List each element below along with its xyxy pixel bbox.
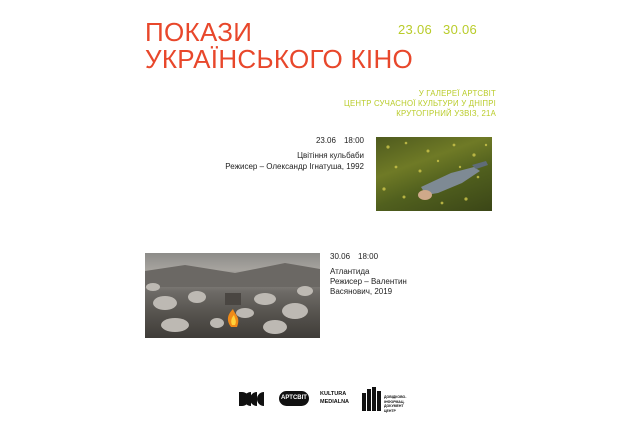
dokumenty-line-3: ДОКУМЕНТ <box>384 404 404 408</box>
venue-line-2: ЦЕНТР СУЧАСНОЇ КУЛЬТУРИ У ДНІПРІ <box>344 99 496 108</box>
screening-2-credit-line-2: Васянович, 2019 <box>330 287 393 296</box>
film-still-atlantis <box>145 253 320 338</box>
screening-1-info <box>180 151 364 172</box>
screening-2-time: 18:00 <box>358 252 379 261</box>
screening-1-credit: Режисер – Олександр Ігнатуша, 1992 <box>225 161 364 171</box>
dokumenty-line-2: ІНФОРМАЦ. <box>384 399 405 404</box>
date-1: 23.06 <box>398 22 433 37</box>
screening-1-time: 18:00 <box>343 136 364 145</box>
date-2: 30.06 <box>443 22 478 37</box>
poster-title <box>145 19 413 73</box>
event-dates <box>398 22 477 37</box>
kultura-line-1: KULTURA <box>320 391 347 397</box>
film-still-dandelion-art <box>376 137 492 211</box>
screening-1-film: Цвітіння кульбаби <box>297 151 364 160</box>
film-still-atlantis-art <box>145 253 320 338</box>
title-line-1: ПОКАЗИ <box>145 17 253 47</box>
screening-1-date: 23.06 <box>315 136 336 145</box>
screening-2-datetime <box>330 252 378 261</box>
dokumenty-line-4: ЦЕНТР <box>384 408 396 413</box>
screening-2-info <box>330 267 440 297</box>
partner-logos <box>0 383 640 415</box>
artsvit-logo: АРТСВІТ <box>279 391 309 406</box>
dokumenty-line-1: ДОВІДКОВО- <box>384 395 407 399</box>
dsss-logo <box>239 392 265 406</box>
kultura-line-2: MEDIALNA <box>320 399 350 405</box>
kultura-medialna-logo <box>320 390 349 406</box>
dokumenty-center-text <box>384 395 424 413</box>
screening-2-film: Атлантида <box>330 267 370 276</box>
venue-line-1: У ГАЛЕРЕЇ АРТСВІТ <box>418 89 496 98</box>
film-still-dandelion <box>376 137 492 211</box>
screening-2-date: 30.06 <box>330 252 351 261</box>
title-line-2: УКРАЇНСЬКОГО КІНО <box>145 44 414 74</box>
screening-2-credit-line-1: Режисер – Валентин <box>330 277 407 286</box>
screening-1-datetime <box>230 136 364 145</box>
venue-line-3: КРУТОГІРНИЙ УЗВІЗ, 21А <box>396 109 496 118</box>
venue-info <box>276 89 496 119</box>
